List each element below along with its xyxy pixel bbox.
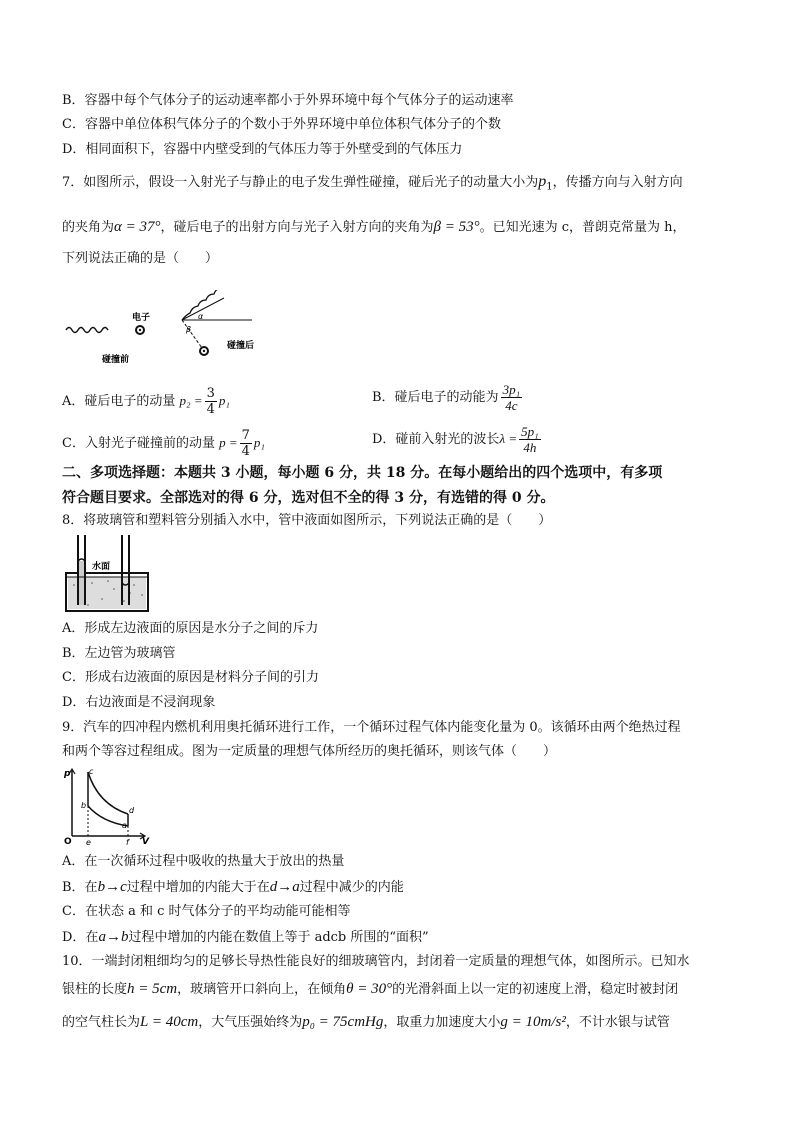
- svg-text:b: b: [81, 801, 87, 810]
- svg-text:f: f: [126, 838, 129, 846]
- scattered-photon-wave: [182, 290, 230, 320]
- q6-option-d: D．相同面积下，容器中内壁受到的气体压力等于外壁受到的气体压力: [62, 142, 463, 157]
- q10-stem-line1: 10．一端封闭粗细均匀的足够长导热性能良好的细玻璃管内，封闭着一定质量的理想气体，如图所示。已知水: [62, 954, 690, 969]
- q9-otto-cycle-figure: [62, 766, 152, 846]
- before-label: 碰撞前: [102, 355, 130, 365]
- svg-text:e: e: [86, 838, 91, 846]
- q9-option-b: B．在b→c过程中增加的内能大于在d→a过程中减少的内能: [62, 879, 404, 895]
- section2-heading-line1: 二、多项选择题：本题共 3 小题，每小题 6 分，共 18 分。在每小题给出的四个选项中，有多项: [62, 465, 663, 481]
- q8-option-a: A．形成左边液面的原因是水分子之间的斥力: [62, 621, 319, 636]
- q10-stem-line2: 银柱的长度h = 5cm，玻璃管开口斜向上，在倾角θ = 30°的光滑斜面上以一定的初速度上滑，稳定时被封闭: [62, 981, 679, 997]
- after-label: 碰撞后: [227, 341, 255, 351]
- q8-stem: 8．将玻璃管和塑料管分别插入水中，管中液面如图所示，下列说法正确的是（ ）: [62, 513, 552, 528]
- q7-option-a: A．碰后电子的动量 p₂ = $\frac{3}{4}$ p₁: [62, 386, 230, 417]
- svg-text:d: d: [129, 806, 135, 815]
- q6-option-b: B．容器中每个气体分子的运动速率都小于外界环境中每个气体分子的运动速率: [62, 93, 514, 108]
- q7-option-d: D．碰前入射光的波长λ = $\frac{\text{5p₁}}{4h}$: [372, 424, 539, 455]
- q10-stem-line3: 的空气柱长为L = 40cm，大气压强始终为p₀ = 75cmHg，取重力加速度大小g = 10m/s²，不计水银与试管: [62, 1014, 670, 1030]
- q7-option-b: B．碰后电子的动能为 $\frac{\text{3p₁}}{4c}$: [372, 382, 521, 413]
- beta-label: β: [186, 325, 192, 334]
- section2-heading-line2: 符合题目要求。全部选对的得 6 分，选对但不全的得 3 分，有选错的得 0 分。: [62, 490, 555, 506]
- q8-option-b: B．左边管为玻璃管: [62, 646, 176, 661]
- q7-stem-line1: 7．如图所示，假设一入射光子与静止的电子发生弹性碰撞，碰后光子的动量大小为$p_1$，传播方向与入射方向: [62, 173, 683, 193]
- q9-stem-line2: 和两个等容过程组成。图为一定质量的理想气体所经历的奥托循环，则该气体（ ）: [62, 744, 557, 759]
- q6-option-c: C．容器中单位体积气体分子的个数小于外界环境中单位体积气体分子的个数: [62, 117, 501, 132]
- svg-text:p: p: [64, 769, 71, 779]
- q8-tubes-figure: [62, 535, 152, 615]
- svg-text:a: a: [122, 821, 127, 830]
- q7-stem-line2: 的夹角为α = 37°，碰后电子的出射方向与光子入射方向的夹角为β = 53°。已知光速为 c，普朗克常量为 h，: [62, 219, 686, 235]
- electron-label: 电子: [132, 313, 151, 323]
- q7-collision-figure: [62, 290, 282, 370]
- water-surface-label: 水面: [92, 562, 111, 572]
- q9-option-d: D．在a→b过程中增加的内能在数值上等于 adcb 所围的“面积”: [62, 929, 429, 945]
- alpha-label: α: [198, 312, 204, 321]
- incident-photon-wave: [66, 328, 108, 333]
- q9-option-c: C．在状态 a 和 c 时气体分子的平均动能可能相等: [62, 904, 351, 919]
- q9-option-a: A．在一次循环过程中吸收的热量大于放出的热量: [62, 854, 345, 869]
- q7-stem-line3: 下列说法正确的是（ ）: [62, 251, 219, 266]
- svg-text:O: O: [64, 837, 72, 846]
- svg-text:c: c: [89, 767, 94, 776]
- q9-stem-line1: 9．汽车的四冲程内燃机利用奥托循环进行工作，一个循环过程气体内能变化量为 0。该循环由两个绝热过程: [62, 720, 681, 735]
- q8-option-d: D．右边液面是不浸润现象: [62, 695, 216, 710]
- q8-option-c: C．形成右边液面的原因是材料分子间的引力: [62, 670, 319, 685]
- q7-option-c: C．入射光子碰撞前的动量 p = $\frac{7}{4}$ p₁: [62, 428, 265, 459]
- svg-text:V: V: [142, 837, 149, 846]
